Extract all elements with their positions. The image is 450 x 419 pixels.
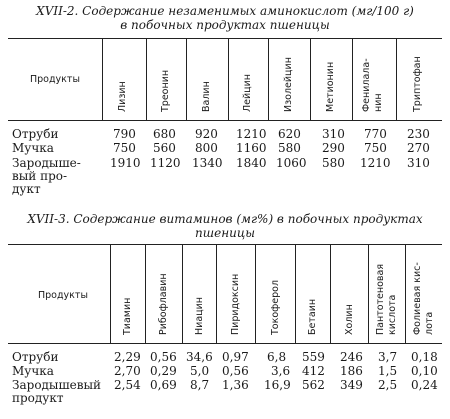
table-1-column-header: Лизин xyxy=(117,81,128,112)
table-cell: 16,9 xyxy=(264,378,291,392)
table-2-column-header: Пиридоксин xyxy=(230,273,241,335)
table-cell: 1060 xyxy=(276,156,307,170)
table-1-column-divider xyxy=(102,38,103,120)
table-2-column-header: кислота xyxy=(387,294,398,335)
table-1-column-header: Изолейцин xyxy=(283,57,294,112)
table-cell: 310 xyxy=(322,127,345,141)
table-cell: 680 xyxy=(153,127,176,141)
table-2-caption-line-2: пшеницы xyxy=(195,226,255,240)
table-cell: 290 xyxy=(322,141,345,155)
table-2-column-divider xyxy=(110,244,111,343)
table-cell: 1210 xyxy=(360,156,391,170)
table-cell: 0,10 xyxy=(411,364,438,378)
table-2-column-header: Холин xyxy=(344,304,355,335)
table-1-column-header: нин xyxy=(373,93,384,112)
table-cell: 1210 xyxy=(236,127,267,141)
table-cell: 1840 xyxy=(236,156,267,170)
table-cell: 270 xyxy=(407,141,430,155)
table-1-column-header: Метионин xyxy=(325,61,336,112)
row-label: вый про- xyxy=(12,169,68,183)
table-1-column-divider xyxy=(146,38,147,120)
table-2-column-header: Тиамин xyxy=(122,297,133,335)
table-cell: 750 xyxy=(364,141,387,155)
table-cell: 0,69 xyxy=(150,378,177,392)
table-cell: 230 xyxy=(407,127,430,141)
table-cell: 2,70 xyxy=(114,364,141,378)
table-cell: 0,24 xyxy=(411,378,438,392)
row-label: Отруби xyxy=(12,350,59,364)
table-1-column-header: Фенилала- xyxy=(361,58,372,112)
table-1-column-header: Лейцин xyxy=(242,73,253,112)
table-cell: 559 xyxy=(302,350,325,364)
table-1-column-divider xyxy=(228,38,229,120)
table-2-caption xyxy=(0,212,450,240)
table-cell: 0,56 xyxy=(222,364,249,378)
row-label: Отруби xyxy=(12,127,59,141)
row-label: дукт xyxy=(12,182,41,196)
table-cell: 0,29 xyxy=(150,364,177,378)
table-cell: 246 xyxy=(340,350,363,364)
table-1-column-header: Триптофан xyxy=(412,56,423,112)
row-label: Зародышевый xyxy=(12,378,102,392)
table-2-column-divider xyxy=(295,244,296,343)
table-2-header-rule xyxy=(8,343,442,344)
row-label: Мучка xyxy=(12,364,54,378)
table-1-column-divider xyxy=(396,38,397,120)
table-1-header-rule xyxy=(8,120,442,121)
table-2-column-header: Ниацин xyxy=(194,297,205,335)
table-1-top-rule xyxy=(8,38,442,39)
table-cell: 0,56 xyxy=(150,350,177,364)
table-cell: 580 xyxy=(322,156,345,170)
table-2-column-header: Рибофлавин xyxy=(158,273,169,335)
table-2-column-header: Пантотеновая xyxy=(375,263,386,335)
table-cell: 750 xyxy=(113,141,136,155)
table-2-top-rule xyxy=(8,244,442,245)
table-1-column-header: Треонин xyxy=(160,69,171,112)
table-2-column-divider xyxy=(368,244,369,343)
table-1-products-header: Продукты xyxy=(30,74,80,85)
table-2-products-header: Продукты xyxy=(38,290,88,301)
table-cell: 1,5 xyxy=(378,364,398,378)
table-cell: 310 xyxy=(407,156,430,170)
table-2-column-header: Токоферол xyxy=(270,279,281,335)
table-cell: 5,0 xyxy=(190,364,210,378)
table-cell: 2,5 xyxy=(378,378,398,392)
table-2-column-divider xyxy=(145,244,146,343)
table-cell: 412 xyxy=(302,364,325,378)
table-cell: 3,6 xyxy=(271,364,291,378)
table-cell: 560 xyxy=(153,141,176,155)
table-1-caption-line-2: в побочных продуктах пшеницы xyxy=(120,18,330,32)
table-cell: 1340 xyxy=(192,156,223,170)
table-2-column-divider xyxy=(405,244,406,343)
table-1-column-divider xyxy=(268,38,269,120)
table-cell: 3,7 xyxy=(378,350,398,364)
table-cell: 6,8 xyxy=(267,350,287,364)
table-1-column-divider xyxy=(310,38,311,120)
table-1-column-divider xyxy=(186,38,187,120)
table-cell: 1910 xyxy=(110,156,141,170)
table-1-caption-line-1: XVII-2. Содержание незаменимых аминокислот (мг/100 г) xyxy=(36,4,414,18)
table-cell: 2,54 xyxy=(114,378,141,392)
table-cell: 580 xyxy=(278,141,301,155)
table-cell: 920 xyxy=(195,127,218,141)
table-cell: 0,18 xyxy=(411,350,438,364)
table-cell: 8,7 xyxy=(190,378,210,392)
table-cell: 2,29 xyxy=(114,350,141,364)
table-1-caption xyxy=(0,4,450,32)
table-cell: 1,36 xyxy=(222,378,249,392)
table-cell: 1120 xyxy=(150,156,181,170)
table-1-column-divider xyxy=(352,38,353,120)
row-label: Зародыше- xyxy=(12,156,81,170)
table-cell: 790 xyxy=(113,127,136,141)
table-cell: 186 xyxy=(340,364,363,378)
table-2-caption-line-1: XVII-3. Содержание витаминов (мг%) в побочных продуктах xyxy=(27,212,423,226)
table-2-column-divider xyxy=(330,244,331,343)
table-2-column-divider xyxy=(255,244,256,343)
row-label: продукт xyxy=(12,391,64,405)
table-1-column-header: Валин xyxy=(201,81,212,112)
table-cell: 770 xyxy=(364,127,387,141)
table-2-column-divider xyxy=(182,244,183,343)
table-cell: 0,97 xyxy=(222,350,249,364)
table-cell: 620 xyxy=(278,127,301,141)
table-cell: 800 xyxy=(195,141,218,155)
table-2-column-header: Бетаин xyxy=(307,298,318,335)
row-label: Мучка xyxy=(12,141,54,155)
table-2-column-header: лота xyxy=(424,311,435,335)
table-cell: 1160 xyxy=(236,141,267,155)
table-2-column-header: Фолиевая кис- xyxy=(412,262,423,335)
table-cell: 349 xyxy=(340,378,363,392)
table-cell: 34,6 xyxy=(186,350,213,364)
table-cell: 562 xyxy=(302,378,325,392)
table-2-column-divider xyxy=(216,244,217,343)
